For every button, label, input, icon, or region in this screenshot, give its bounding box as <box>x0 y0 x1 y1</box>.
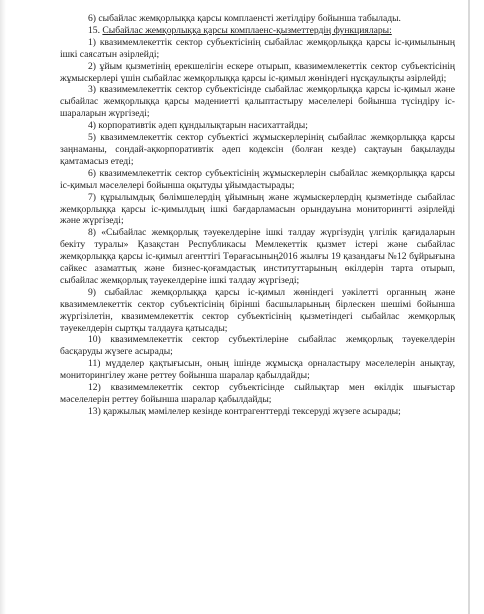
function-item-6: 6) квазимемлекеттік сектор субъектісінің жұмыскерлерін сыбайлас жемқорлыққа қарсы іс-қимыл мәселелері бойынша оқытуды ұйымдастырады; <box>60 167 455 191</box>
document-body <box>60 13 455 418</box>
function-item-12: 12) квазимемлекеттік сектор субъектісінде сыйлықтар мен өкілдік шығыстар мәселелерін реттеу бойынша шаралар қабылдайды; <box>60 382 455 405</box>
function-item-7: 7) құрылымдық бөлімшелердің ұйымның және жұмыскерлердің қызметінде сыбайлас жемқорлыққа қарсы іс-қимылдың ішкі бағдарламасын орындауына мониторингті әзірлейді және жүргізеді; <box>60 191 455 227</box>
function-item-11: 11) мүдделер қақтығысын, оның ішінде жұмысқа орналастыру мәселелерін анықтау, мониторингілеу және реттеу бойынша шаралар қабылдайды; <box>60 358 455 382</box>
scan-left-shadow <box>0 0 6 614</box>
section-title: Сыбайлас жемқорлыққа қарсы комплаенс-қызметтердің функциялары: <box>102 24 392 36</box>
function-item-1: 1) квазимемлекеттік сектор субъектісінің сыбайлас жемқорлыққа қарсы іс-қимылының ішкі саясатын әзірлейді; <box>60 36 455 60</box>
function-item-3: 3) квазимемлекеттік сектор субъектісінде сыбайлас жемқорлыққа қарсы іс-қимыл және сыбайлас жемқорлыққа қарсы мәдениетті қалыптастыру мәселелері бойынша түсіндіру іс-шараларын жүргізеді; <box>60 84 455 120</box>
function-item-8: 8) «Сыбайлас жемқорлық тәуекелдеріне ішкі талдау жүргізудің үлгілік қағидаларын бекіту туралы» Қазақстан Республикасы Мемлекеттік қызмет істері және сыбайлас жемқорлыққа қарсы іс-қимыл агенттігі Төрағасының2016 жылғы 19 қазандағы №12 бұйрығына сәйкес азаматтық және бизнес-қоғамдастық институттарының өкілдерін тарта отырып, сыбайлас жемқорлық тәуекелдеріне ішкі талдау жүргізеді; <box>60 227 455 286</box>
scan-right-border <box>468 0 470 614</box>
function-item-10: 10) квазимемлекеттік сектор субъектілеріне сыбайлас жемқорлық тәуекелдерін басқаруды жүзеге асырады; <box>60 334 455 358</box>
function-item-5: 5) квазимемлекеттік сектор субъектісі жұмыскерлерінің сыбайлас жемқорлыққа қарсы заңнаманы, сондай-ақкорпоративтік әдеп кодексін (болған кезде) сақтауын бақылауды қамтамасыз етеді; <box>60 132 455 167</box>
paragraph-item-6: 6) сыбайлас жемқорлыққа қарсы комплаенсті жетілдіру бойынша табылады. <box>88 13 401 24</box>
section-15-heading <box>60 25 455 37</box>
function-item-13: 13) қаржылық мәмілелер кезінде контрагенттерді тексеруді жүзеге асырады; <box>88 405 401 417</box>
function-item-9: 9) сыбайлас жемқорлыққа қарсы іс-қимыл жөніндегі уәкілетті органның және квазимемлекеттік сектор субъектісінің бірінші басшыларының бірлескен шешімі бойынша жүргізілетін, квазимемлекеттік сектор субъектісінің қызметіндегі сыбайлас жемқорлық тәуекелдерін сыртқы талдауға қатысады; <box>60 286 455 334</box>
function-item-2: 2) ұйым қызметінің ерекшелігін ескере отырып, квазимемлекеттік сектор субъектісінің жұмыскерлері үшін сыбайлас жемқорлыққа қарсы іс-қимыл жөніндегі нұсқаулықты әзірлейді; <box>60 60 455 84</box>
function-item-4: 4) корпоративтік әдеп құндылықтарын насихаттайды; <box>88 120 308 132</box>
section-number: 15. <box>88 24 100 36</box>
